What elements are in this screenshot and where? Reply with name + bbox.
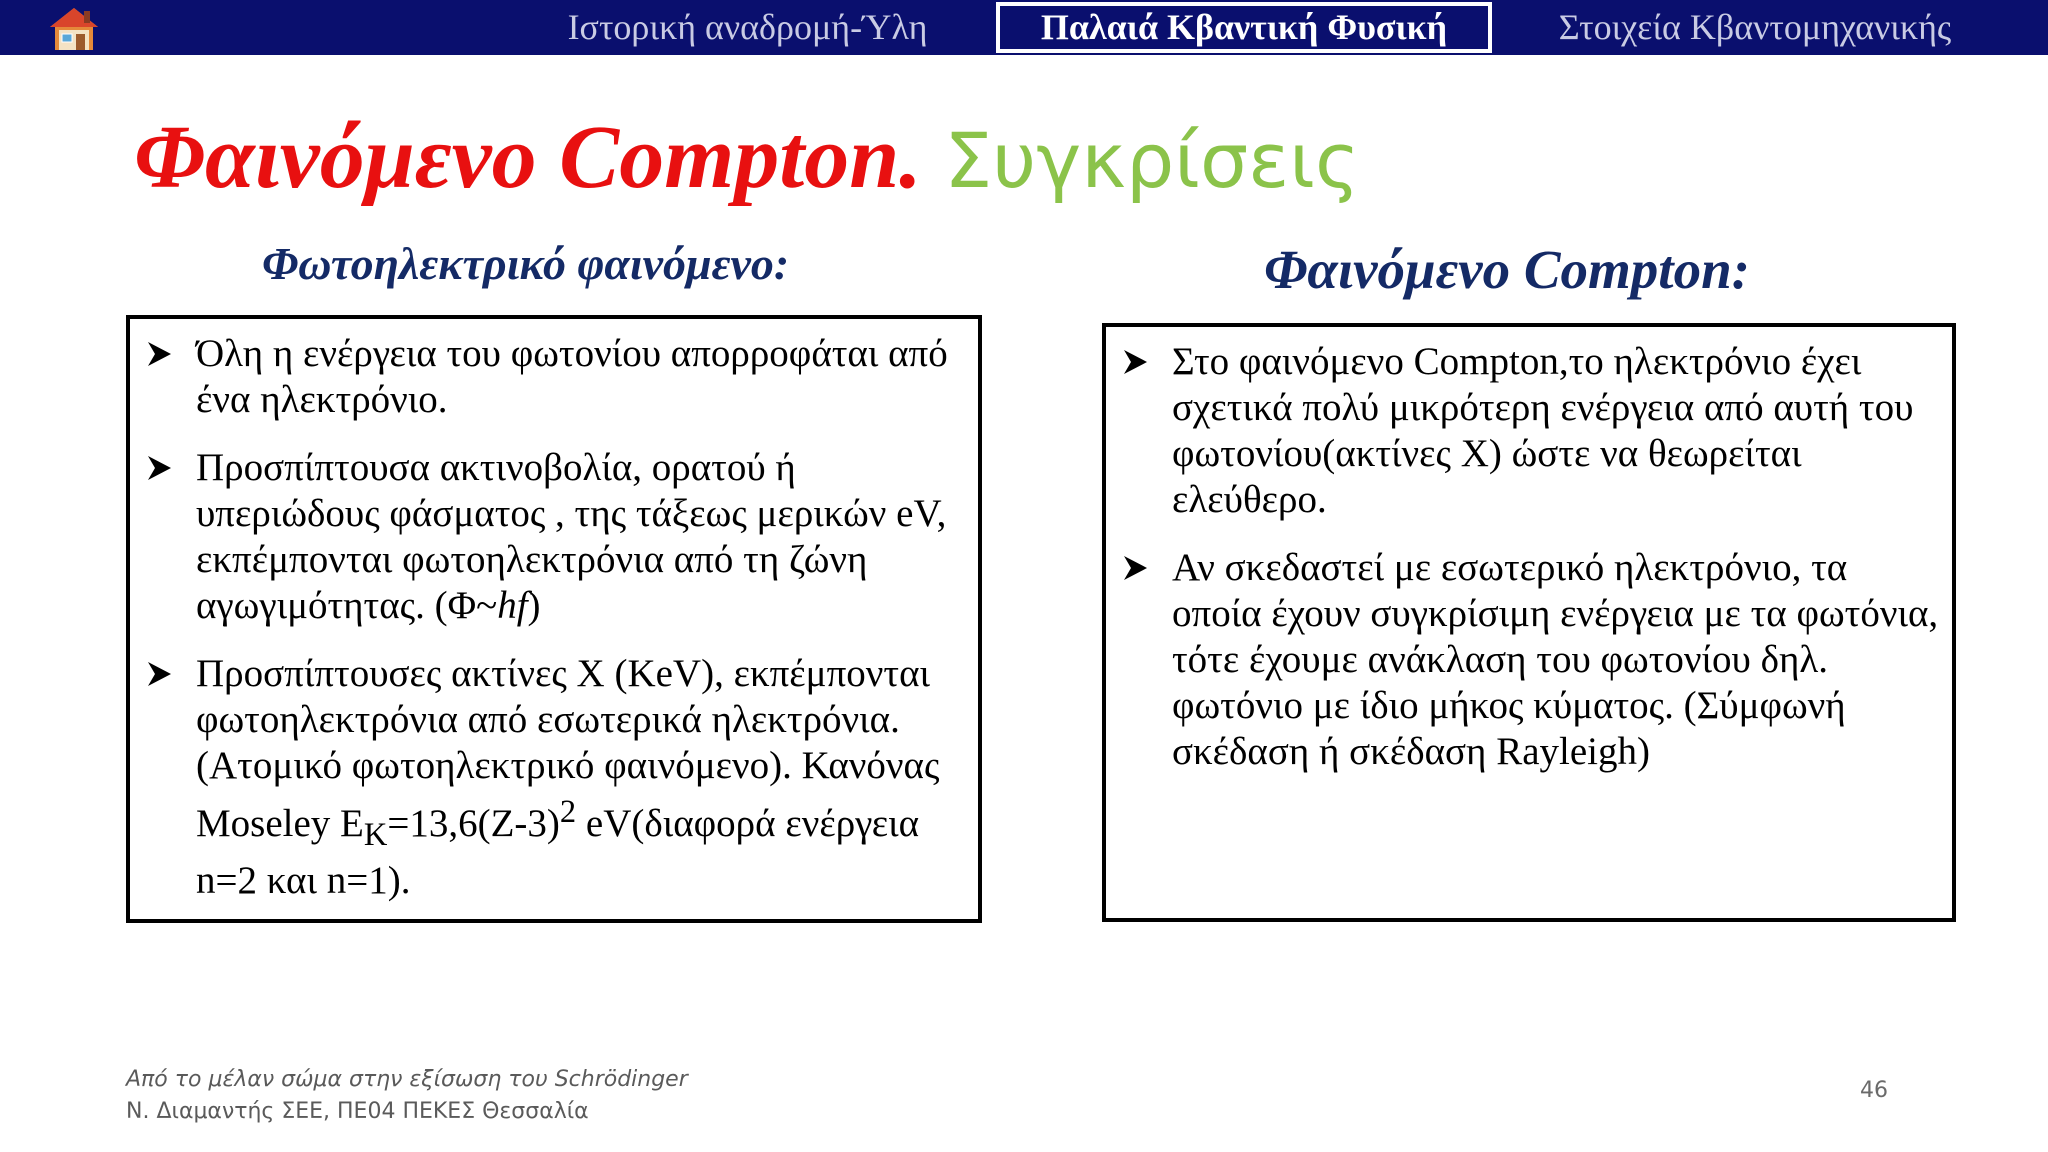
tab-old-quantum-physics-label: Παλαιά Κβαντική Φυσική [1000, 6, 1488, 49]
title-main: Φαινόμενο Compton. [134, 108, 922, 207]
bullet-text: Όλη η ενέργεια του φωτονίου απορροφάται από ένα ηλεκτρόνιο. [196, 332, 948, 421]
bullet-text: Στο φαινόμενο Compton,το ηλεκτρόνιο έχει σχετικά πολύ μικρότερη ενέργεια από αυτή του φωτονίου(ακτίνες X) ώστε να θεωρείται ελεύθερο. [1172, 340, 1914, 521]
title-sub: Συγκρίσεις [944, 116, 1360, 205]
subscript-k: K [363, 816, 388, 853]
superscript-2: 2 [559, 794, 577, 830]
list-item [144, 331, 970, 423]
photoelectric-box [126, 315, 982, 923]
arrow-bullet-icon [144, 453, 174, 483]
list-item [1120, 545, 1946, 775]
compton-bullet-list [1120, 339, 1946, 775]
photoelectric-bullet-list [144, 331, 970, 904]
page-title [134, 103, 1360, 213]
formula-hf: hf [497, 584, 528, 627]
tab-historical-review[interactable]: Ιστορική αναδρομή-Ύλη [567, 7, 928, 47]
house-icon[interactable] [48, 5, 100, 53]
footer-title: Από το μέλαν σώμα στην εξίσωση του Schrödinger [126, 1067, 688, 1092]
arrow-bullet-icon [1120, 553, 1150, 583]
compton-box [1102, 323, 1956, 922]
bullet-text: Αν σκεδαστεί με εσωτερικό ηλεκτρόνιο, τα οποία έχουν συγκρίσιμη ενέργεια με τα φωτόνια, τότε έχουμε ανάκλαση του φωτονίου δηλ. φωτόνιο με ίδιο μήκος κύματος. (Σύμφωνή σκέδαση ή σκέδαση Rayleigh) [1172, 546, 1939, 773]
moseley-formula: =13,6(Z-3) [387, 802, 560, 845]
bullet-text-end: ) [527, 584, 541, 627]
list-item [144, 651, 970, 904]
list-item [144, 445, 970, 629]
top-navigation-bar [0, 0, 2048, 55]
arrow-bullet-icon [144, 339, 174, 369]
left-column-heading: Φωτοηλεκτρικό φαινόμενο: [262, 238, 790, 289]
bullet-text: Προσπίπτουσα ακτινοβολία, ορατού ή υπεριώδους φάσματος , της τάξεως μερικών eV, εκπέμπονται φωτοηλεκτρόνια από τη ζώνη αγωγιμότητας. (Φ~ [196, 446, 947, 627]
footer [126, 1064, 688, 1128]
list-item [1120, 339, 1946, 523]
footer-author: Ν. Διαμαντής ΣΕΕ, ΠΕ04 ΠΕΚΕΣ Θεσσαλία [126, 1099, 589, 1124]
bullet-text-end: eV(διαφορά ενέργεια n=2 και n=1). [196, 802, 920, 902]
tab-quantum-mechanics-elements[interactable]: Στοιχεία Κβαντομηχανικής [1558, 7, 1952, 47]
page-number: 46 [1860, 1078, 1888, 1103]
arrow-bullet-icon [1120, 347, 1150, 377]
right-column-heading: Φαινόμενο Compton: [1264, 239, 1750, 300]
bullet-text: Προσπίπτουσες ακτίνες X (KeV), εκπέμπονται φωτοηλεκτρόνια από εσωτερικά ηλεκτρόνια. (Ατομικό φωτοηλεκτρικό φαινόμενο). Κανόνας Moseley E [196, 652, 940, 845]
arrow-bullet-icon [144, 659, 174, 689]
tab-old-quantum-physics[interactable] [996, 2, 1492, 53]
